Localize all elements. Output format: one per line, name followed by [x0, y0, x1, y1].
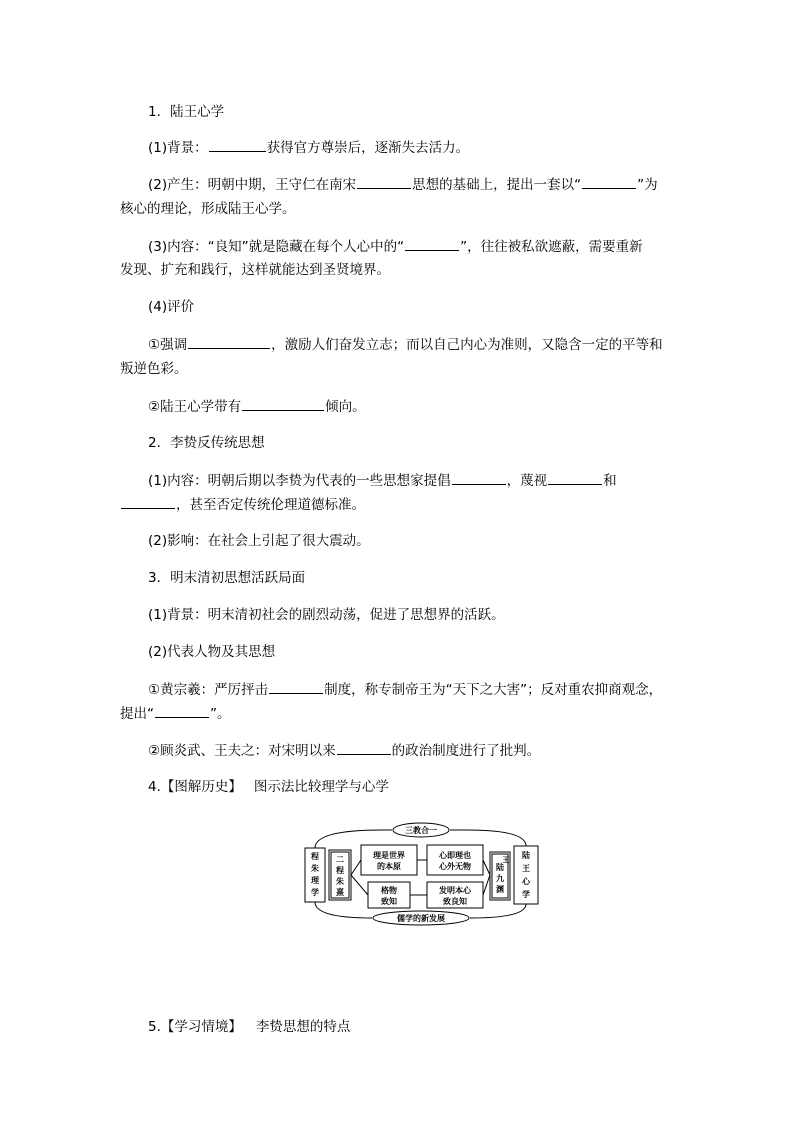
section-number: 5.	[148, 1019, 161, 1035]
fill-blank[interactable]	[155, 704, 209, 718]
paragraph-2-1	[148, 471, 617, 490]
left-inner-char: 朱	[336, 877, 344, 886]
right-inner-char: 九	[496, 874, 504, 883]
paragraph-1-3-cont: 发现、扩充和践行，这样就能达到圣贤境界。	[120, 262, 390, 278]
text: ”。	[210, 706, 231, 722]
section-2-title: 2．李贽反传统思想	[148, 435, 265, 451]
fill-blank[interactable]	[242, 397, 324, 411]
text: 李贽思想的特点	[255, 1019, 351, 1035]
text: 倾向。	[325, 399, 366, 415]
text: (1)内容：明朝后期以李贽为代表的一些思想家提倡	[148, 473, 451, 489]
huang-zongxi	[148, 680, 662, 699]
section-3-title: 3．明末清初思想活跃局面	[148, 570, 306, 586]
fill-blank[interactable]	[452, 471, 506, 485]
left-inner-char: 二	[336, 855, 344, 864]
text: (3)内容：“良知”就是隐藏在每个人心中的“	[148, 239, 405, 255]
fill-blank[interactable]	[337, 741, 391, 755]
mid-top-left-text: 理是世界	[373, 851, 405, 860]
bottom-label: 儒学的新发展	[397, 914, 445, 923]
text: ②陆王心学带有	[148, 399, 242, 415]
text: 提出“	[120, 706, 154, 722]
fill-blank[interactable]	[357, 175, 411, 189]
text: ”为	[637, 177, 658, 193]
fill-blank[interactable]	[405, 237, 459, 251]
evaluation-1	[148, 335, 663, 354]
section-1-title: 1．陆王心学	[148, 104, 225, 120]
paragraph-1-2	[148, 175, 658, 194]
text: 制度，称专制帝王为“天下之大害”；反对重农抑商观念，	[324, 682, 663, 698]
mid-top-right-text: 心外无物	[439, 862, 471, 871]
mid-top-left-text: 的本原	[377, 862, 401, 871]
right-box-char: 陆	[522, 851, 530, 860]
section-tag: 【图解历史】	[160, 779, 242, 795]
mid-bot-left-text: 格物	[381, 886, 397, 895]
paragraph-1-3	[148, 237, 643, 256]
evaluation-1-cont: 叛逆色彩。	[120, 361, 188, 377]
text: ，蔑视	[506, 473, 548, 489]
comparison-diagram	[302, 818, 542, 928]
text: ②顾炎武、王夫之：对宋明以来	[148, 743, 336, 759]
text: 获得官方尊崇后，逐渐失去活力。	[266, 140, 470, 156]
mid-bot-left-text: 致知	[381, 897, 397, 906]
mid-bot-right-text: 致良知	[443, 897, 467, 906]
fill-blank[interactable]	[188, 335, 270, 349]
right-box-char: 学	[522, 890, 530, 899]
text: ①强调	[148, 337, 188, 353]
paragraph-2-2: (2)影响：在社会上引起了很大震动。	[148, 533, 370, 549]
fill-blank[interactable]	[582, 175, 636, 189]
section-number: 4.	[148, 779, 161, 795]
right-box-char: 心	[522, 877, 530, 886]
mid-top-right-text: 心即理也	[439, 851, 471, 860]
left-box-char: 程	[311, 852, 319, 861]
paragraph-2-1-cont	[120, 495, 365, 514]
paragraph-1-1	[148, 138, 469, 157]
fill-blank[interactable]	[121, 495, 175, 509]
paragraph-1-2-cont: 核心的理论，形成陆王心学。	[120, 201, 296, 217]
left-box-char: 学	[311, 888, 319, 897]
text: ”，往往被私欲遮蔽，需要重新	[460, 239, 643, 255]
right-inner-char: 陆	[496, 863, 504, 872]
left-inner-char: 熹	[336, 888, 344, 897]
text: (2)产生：明朝中期，王守仁在南宋	[148, 177, 357, 193]
fill-blank[interactable]	[548, 471, 602, 485]
paragraph-3-1: (1)背景：明末清初社会的剧烈动荡，促进了思想界的活跃。	[148, 607, 505, 623]
text: 和	[603, 473, 617, 489]
section-tag: 【学习情境】	[160, 1019, 242, 1035]
left-box-char: 朱	[311, 864, 319, 873]
text: 思想的基础上，提出一套以“	[412, 177, 582, 193]
text: ①黄宗羲：严厉抨击	[148, 682, 269, 698]
right-inner-char: 渊	[496, 885, 504, 894]
evaluation-2	[148, 397, 366, 416]
text: ，甚至否定传统伦理道德标准。	[176, 497, 365, 513]
left-inner-char: 程	[336, 866, 344, 875]
paragraph-1-4: (4)评价	[148, 299, 195, 315]
fill-blank[interactable]	[209, 138, 266, 152]
left-box-char: 理	[311, 876, 319, 885]
right-inner2-char: 王	[502, 856, 510, 864]
text: ，激励人们奋发立志；而以自己内心为准则，又隐含一定的平等和	[271, 337, 663, 353]
gu-yanwu-wang-fuzhi	[148, 741, 540, 760]
text: 图示法比较理学与心学	[253, 779, 389, 795]
section-4-title	[148, 778, 389, 796]
huang-zongxi-cont	[120, 704, 231, 723]
fill-blank[interactable]	[269, 680, 323, 694]
paragraph-3-2: (2)代表人物及其思想	[148, 644, 276, 660]
right-box-char: 王	[522, 864, 530, 873]
text: 的政治制度进行了批判。	[391, 743, 541, 759]
text: (1)背景：	[148, 140, 208, 156]
mid-bot-right-text: 发明本心	[439, 886, 471, 895]
top-label: 三教合一	[405, 826, 437, 835]
section-5-title	[148, 1018, 350, 1036]
